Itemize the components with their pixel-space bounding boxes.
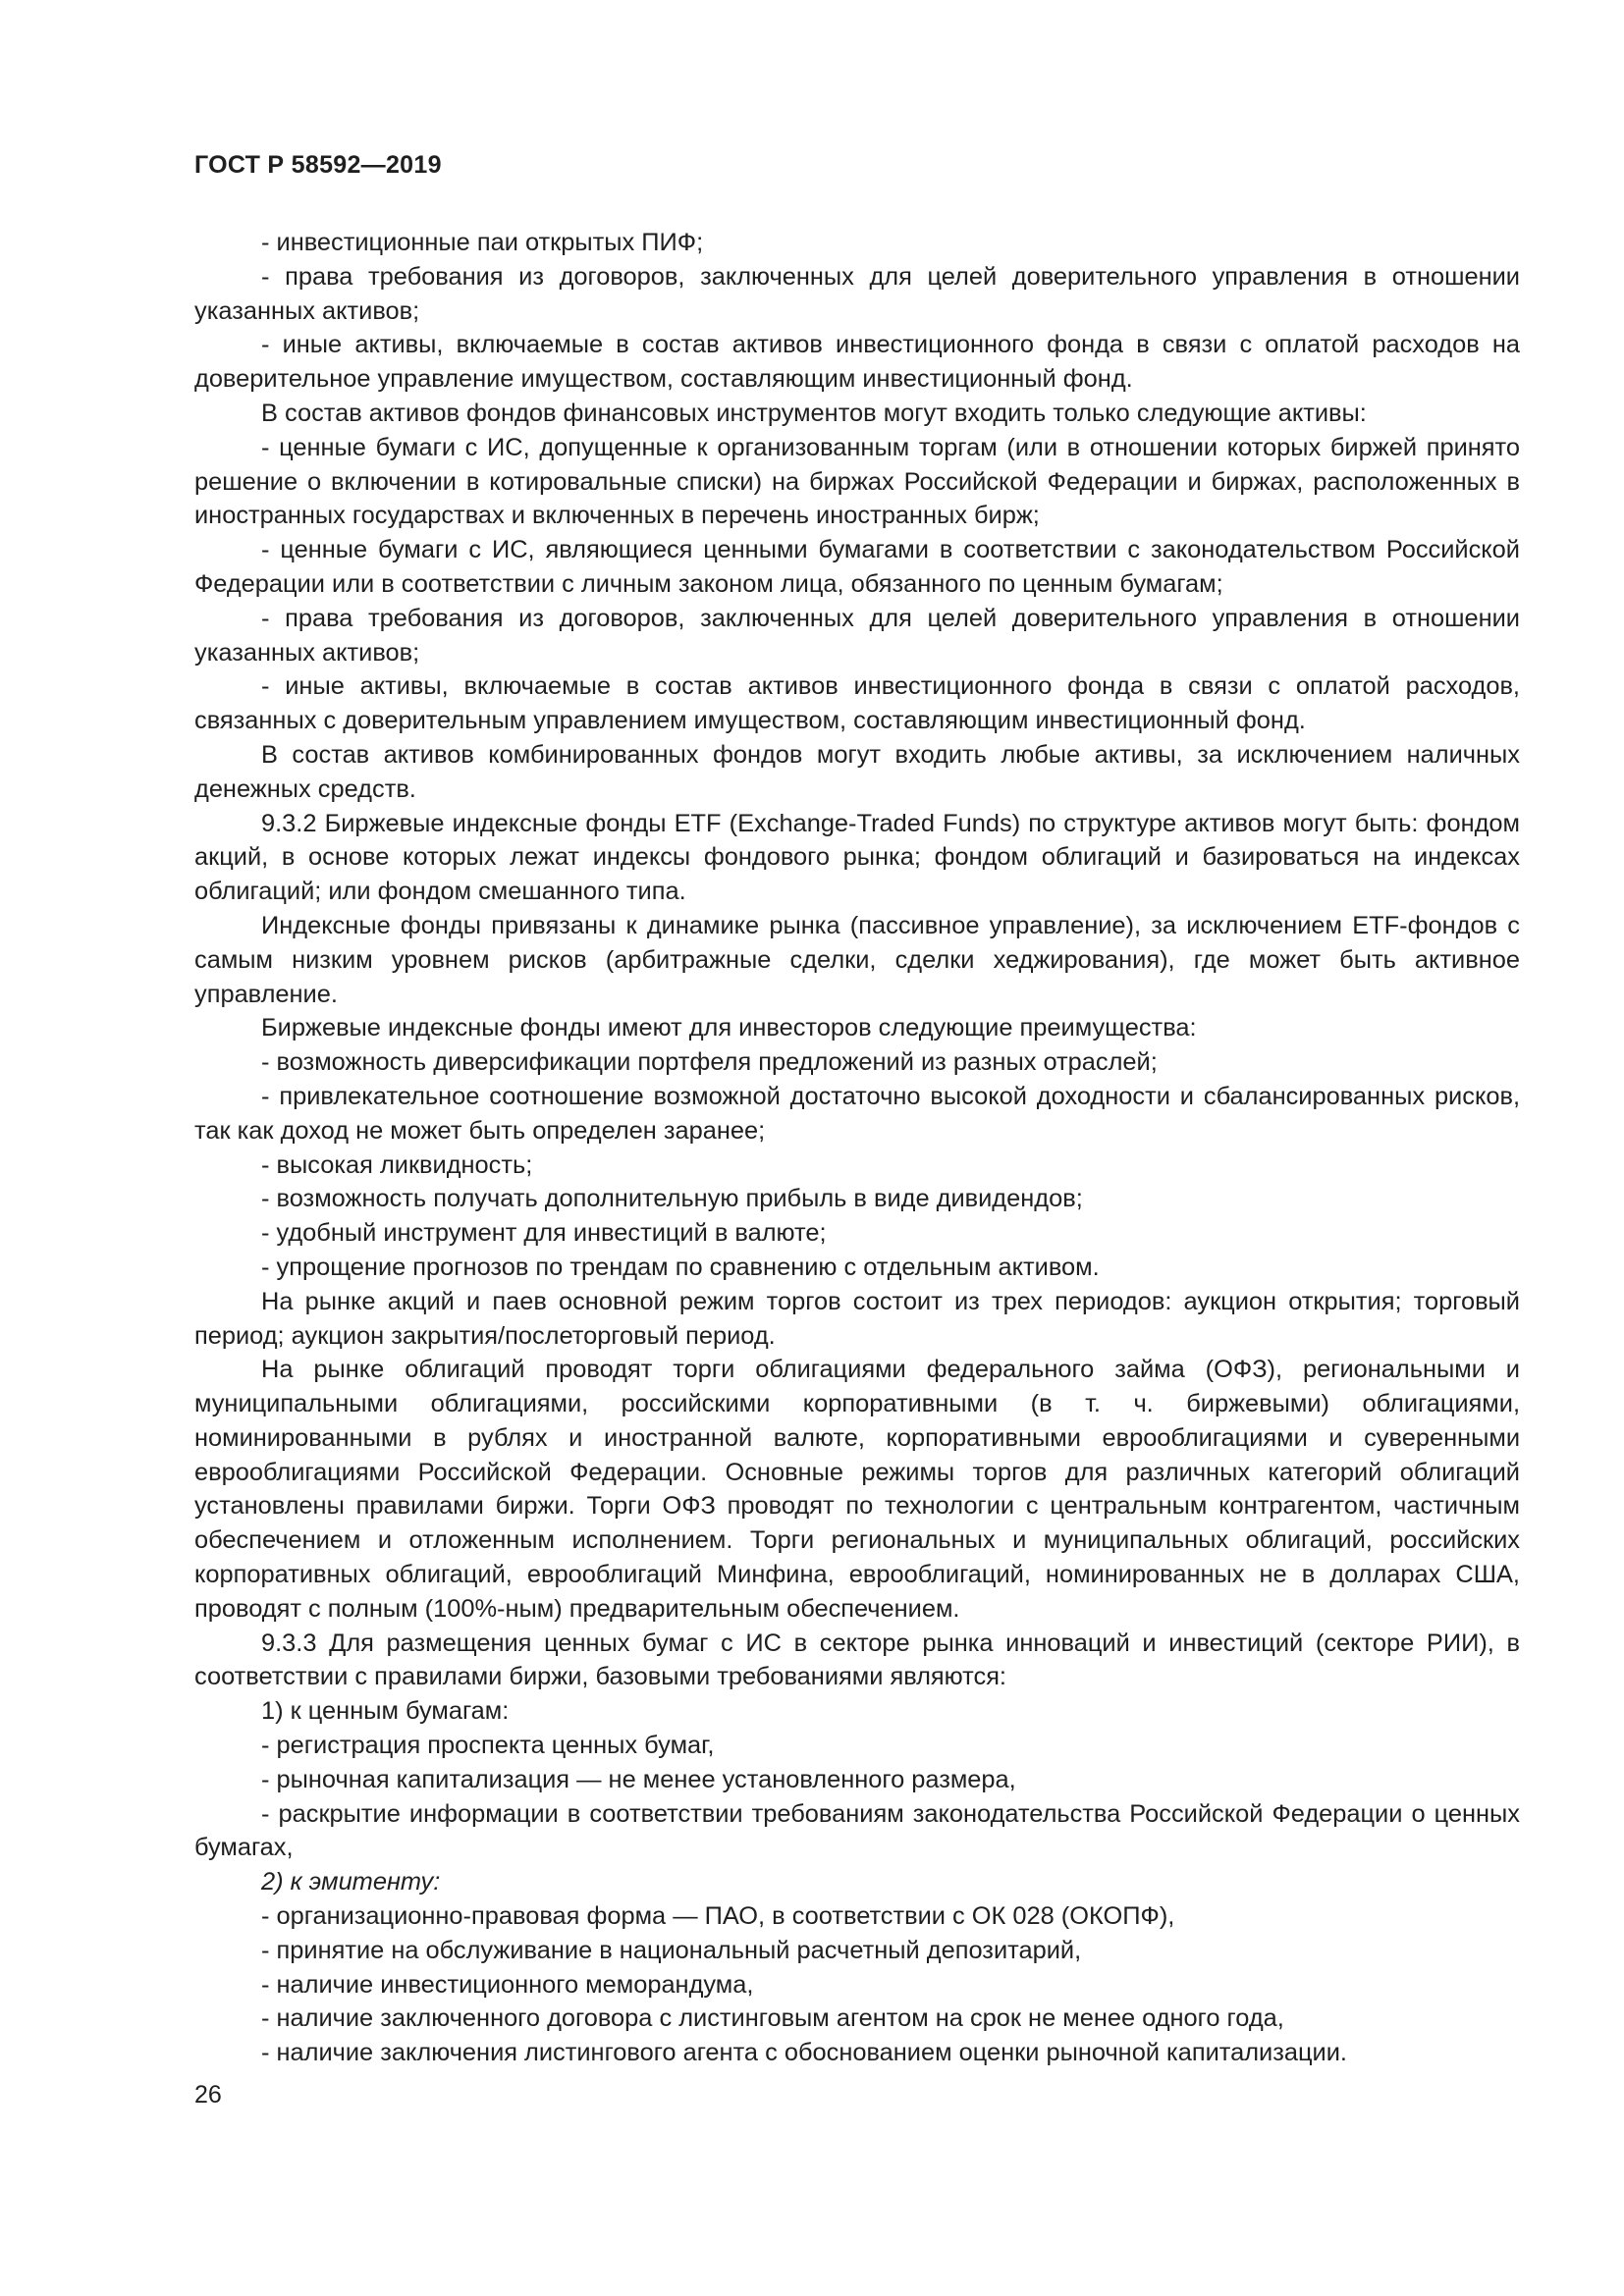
paragraph: На рынке облигаций проводят торги облигациями федерального займа (ОФЗ), региональными и муниципальными облигациями, российскими корпоративными (в т. ч. биржевыми) облигациями, номинированными в рублях и иностранной валюте, корпоративными еврооблигациями и суверенными еврооблигациями Российской Федерации. Основные режимы торгов для различных категорий облигаций установлены правилами биржи. Торги ОФЗ проводят по технологии с центральным контрагентом, частичным обеспечением и отложенным исполнением. Торги региональных и муниципальных облигаций, российских корпоративных облигаций, еврооблигаций Минфина, еврооблигаций, номинированных не в долларах США, проводят с полным (100%-ным) предварительным обеспечением. [194, 1356, 1520, 1623]
paragraph: - привлекательное соотношение возможной достаточно высокой доходности и сбалансированных рисков, так как доход не может быть определен заранее; [194, 1082, 1520, 1145]
page-number: 26 [194, 2081, 222, 2109]
paragraph: - рыночная капитализация — не менее установленного размера, [261, 1765, 1016, 1793]
paragraph: - принятие на обслуживание в национальный расчетный депозитарий, [261, 1936, 1082, 1964]
paragraph: - организационно-правовая форма — ПАО, в соответствии с ОК 028 (ОКОПФ), [261, 1902, 1175, 1931]
document-header: ГОСТ Р 58592—2019 [194, 151, 442, 179]
paragraph: В состав активов комбинированных фондов могут входить любые активы, за исключением наличных денежных средств. [194, 740, 1520, 803]
paragraph: - удобный инструмент для инвестиций в валюте; [261, 1219, 827, 1248]
paragraph: - регистрация проспекта ценных бумаг, [261, 1732, 715, 1760]
paragraph: - возможность получать дополнительную прибыль в виде дивидендов; [261, 1185, 1083, 1213]
paragraph: 9.3.2 Биржевые индексные фонды ETF (Exchange-Traded Funds) по структуре активов могут быть: фондом акций, в основе которых лежат индексы фондового рынка; фондом облигаций и базироваться на индексах облигаций; или фондом смешанного типа. [194, 809, 1520, 906]
paragraph: - ценные бумаги с ИС, являющиеся ценными бумагами в соответствии с законодательством Российской Федерации или в соответствии с личным законом лица, обязанного по ценным бумагам; [194, 536, 1520, 598]
paragraph: - иные активы, включаемые в состав активов инвестиционного фонда в связи с оплатой расходов на доверительное управление имуществом, составляющим инвестиционный фонд. [194, 331, 1520, 394]
paragraph: Биржевые индексные фонды имеют для инвесторов следующие преимущества: [261, 1014, 1197, 1042]
paragraph: На рынке акций и паев основной режим торгов состоит из трех периодов: аукцион открытия; торговый период; аукцион закрытия/послеторговый период. [194, 1287, 1520, 1350]
paragraph: - наличие заключенного договора с листинговым агентом на срок не менее одного года, [261, 2004, 1284, 2033]
paragraph: В состав активов фондов финансовых инструментов могут входить только следующие активы: [261, 399, 1367, 427]
paragraph: Индексные фонды привязаны к динамике рынка (пассивное управление), за исключением ETF-фондов с самым низким уровнем рисков (арбитражные сделки, сделки хеджирования), где может быть активное управление. [194, 911, 1520, 1008]
paragraph: 9.3.3 Для размещения ценных бумаг с ИС в секторе рынка инноваций и инвестиций (секторе РИИ), в соответствии с правилами биржи, базовыми требованиями являются: [194, 1629, 1520, 1691]
paragraph [194, 1865, 1520, 1899]
paragraph: - высокая ликвидность; [261, 1150, 533, 1179]
paragraph: - наличие инвестиционного меморандума, [261, 1970, 754, 1999]
paragraph: - ценные бумаги с ИС, допущенные к организованным торгам (или в отношении которых биржей принято решение о включении в котировальные списки) на биржах Российской Федерации и биржах, расположенных в иностранных государствах и включенных в перечень иностранных бирж; [194, 433, 1520, 530]
paragraph: - раскрытие информации в соответствии требованиям законодательства Российской Федерации о ценных бумагах, [194, 1799, 1520, 1862]
paragraph: 1) к ценным бумагам: [261, 1697, 510, 1726]
paragraph-italic-text: 2) к эмитенту: [261, 1868, 441, 1896]
paragraph: - инвестиционные паи открытых ПИФ; [261, 229, 704, 256]
paragraph: - наличие заключения листингового агента с обоснованием оценки рыночной капитализации. [261, 2039, 1347, 2067]
paragraph: - возможность диверсификации портфеля предложений из разных отраслей; [261, 1048, 1158, 1077]
paragraph: - упрощение прогнозов по трендам по сравнению с отдельным активом. [261, 1253, 1100, 1281]
paragraph: - права требования из договоров, заключенных для целей доверительного управления в отношении указанных активов; [194, 262, 1520, 325]
paragraph: - иные активы, включаемые в состав активов инвестиционного фонда в связи с оплатой расходов, связанных с доверительным управлением имуществом, составляющим инвестиционный фонд. [194, 672, 1520, 735]
document-body [194, 226, 1520, 2070]
paragraph: - права требования из договоров, заключенных для целей доверительного управления в отношении указанных активов; [194, 604, 1520, 667]
